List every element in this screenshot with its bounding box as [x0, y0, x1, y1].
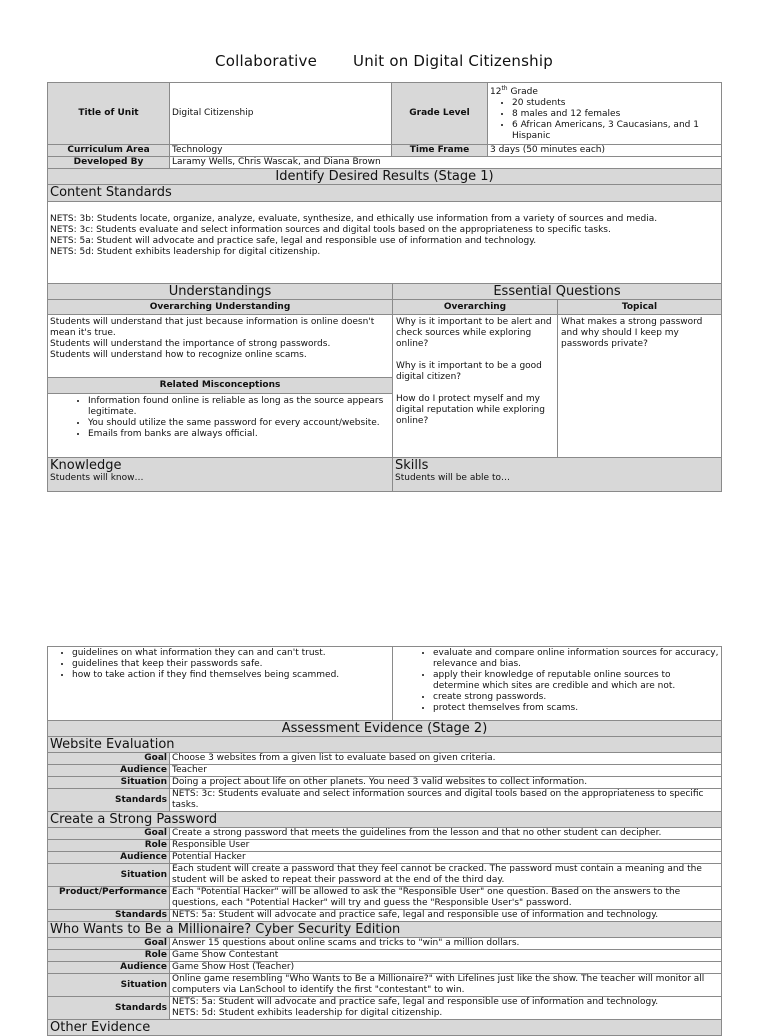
- skills-items: [393, 647, 722, 721]
- skill-item: • create strong passwords.: [433, 692, 719, 703]
- website-audience-label: Audience: [48, 765, 170, 777]
- understanding-item: Students will understand the importance of strong passwords.: [50, 339, 331, 349]
- password-product: Each "Potential Hacker" will be allowed to ask the "Responsible User" one question. Based on the answers to the questions, each "Potential Hacker" will try and guess the "Responsible User's" password.: [170, 887, 722, 910]
- millionaire-audience-label: Audience: [48, 962, 170, 974]
- stage1-header: Identify Desired Results (Stage 1): [48, 169, 722, 185]
- millionaire-standard-2: NETS: 5d: Student exhibits leadership for digital citizenship.: [172, 1008, 443, 1018]
- millionaire-title: Who Wants to Be a Millionaire? Cyber Security Edition: [48, 922, 722, 938]
- developed-by-label: Developed By: [48, 157, 170, 169]
- millionaire-situation: Online game resembling "Who Wants to Be a Millionaire?" with Lifelines just like the show. The teacher will monitor all computers via LanSchool to identify the first "contestant" to win.: [170, 974, 722, 997]
- knowledge-cell: [48, 458, 393, 492]
- skills-sub: Students will be able to…: [395, 473, 510, 483]
- standard-item: NETS: 3b: Students locate, organize, analyze, evaluate, synthesize, and ethically use information from a variety of sources and media.: [50, 214, 658, 224]
- misconceptions-list: [48, 394, 392, 457]
- standard-item: NETS: 3c: Students evaluate and select information sources and digital tools based on the appropriateness to specific tasks.: [50, 225, 611, 235]
- curriculum-area-value: Technology: [170, 145, 392, 157]
- stage2-header: Assessment Evidence (Stage 2): [48, 721, 722, 737]
- password-standards: NETS: 5a: Student will advocate and practice safe, legal and responsible use of information and technology.: [170, 910, 722, 922]
- password-goal: Create a strong password that meets the guidelines from the lesson and that no other student can decipher.: [170, 828, 722, 840]
- millionaire-standards-label: Standards: [48, 997, 170, 1020]
- millionaire-goal: Answer 15 questions about online scams and tricks to "win" a million dollars.: [170, 938, 722, 950]
- content-standards-list: [48, 202, 722, 286]
- skill-item: • apply their knowledge of reputable online sources to determine which sites are credible and which are not.: [433, 670, 719, 692]
- unit-plan-table: [47, 82, 722, 286]
- document-title: [0, 52, 768, 70]
- password-goal-label: Goal: [48, 828, 170, 840]
- knowledge-item: • guidelines on what information they can and can't trust.: [72, 648, 390, 659]
- password-situation-label: Situation: [48, 864, 170, 887]
- millionaire-role: Game Show Contestant: [170, 950, 722, 962]
- knowledge-skills-table: [47, 646, 722, 721]
- question-item: How do I protect myself and my digital reputation while exploring online?: [396, 394, 545, 426]
- website-situation: Doing a project about life on other planets. You need 3 valid websites to collect information.: [170, 777, 722, 789]
- other-evidence-title: Other Evidence: [48, 1020, 722, 1036]
- password-standards-label: Standards: [48, 910, 170, 922]
- skill-item: • protect themselves from scams.: [433, 703, 719, 714]
- misconception-item: • Information found online is reliable as long as the source appears legitimate.: [88, 396, 390, 418]
- password-audience-label: Audience: [48, 852, 170, 864]
- website-situation-label: Situation: [48, 777, 170, 789]
- website-goal-label: Goal: [48, 753, 170, 765]
- understandings-table: [47, 283, 722, 492]
- password-audience: Potential Hacker: [170, 852, 722, 864]
- title-part-1: Collaborative: [215, 52, 318, 70]
- millionaire-standards: [170, 997, 722, 1020]
- content-standards-label: Content Standards: [48, 185, 722, 202]
- question-item: Why is it important to be alert and check sources while exploring online?: [396, 317, 552, 349]
- grade-level-value: 12th Grade: [490, 85, 538, 97]
- password-role-label: Role: [48, 840, 170, 852]
- knowledge-item: • guidelines that keep their passwords safe.: [72, 659, 390, 670]
- millionaire-standard-1: NETS: 5a: Student will advocate and practice safe, legal and responsible use of information and technology.: [172, 997, 659, 1007]
- website-standards: NETS: 3c: Students evaluate and select information sources and digital tools based on the appropriateness to specific tasks.: [170, 789, 722, 812]
- millionaire-goal-label: Goal: [48, 938, 170, 950]
- topical-question: What makes a strong password and why should I keep my passwords private?: [558, 315, 722, 458]
- website-evaluation-title: Website Evaluation: [48, 737, 722, 753]
- grade-bullet: • 8 males and 12 females: [512, 109, 719, 120]
- millionaire-role-label: Role: [48, 950, 170, 962]
- grade-bullet: • 20 students: [512, 98, 719, 109]
- misconceptions-label: Related Misconceptions: [48, 378, 392, 394]
- skills-cell: [393, 458, 722, 492]
- curriculum-area-label: Curriculum Area: [48, 145, 170, 157]
- millionaire-situation-label: Situation: [48, 974, 170, 997]
- password-role: Responsible User: [170, 840, 722, 852]
- knowledge-items: [48, 647, 393, 721]
- understandings-list: [48, 315, 392, 378]
- standard-item: NETS: 5a: Student will advocate and practice safe, legal and responsible use of information and technology.: [50, 236, 537, 246]
- developed-by-value: Laramy Wells, Chris Wascak, and Diana Brown: [170, 157, 722, 169]
- title-of-unit-label: Title of Unit: [48, 83, 170, 145]
- knowledge-sub: Students will know…: [50, 473, 144, 483]
- misconception-item: • You should utilize the same password for every account/website.: [88, 418, 390, 429]
- time-frame-value: 3 days (50 minutes each): [488, 145, 722, 157]
- grade-level-label: Grade Level: [392, 83, 488, 145]
- overarching-understanding-label: Overarching Understanding: [48, 300, 393, 315]
- millionaire-audience: Game Show Host (Teacher): [170, 962, 722, 974]
- website-goal: Choose 3 websites from a given list to evaluate based on given criteria.: [170, 753, 722, 765]
- grade-level-cell: [488, 83, 722, 145]
- assessment-table: [47, 720, 722, 1036]
- overarching-questions: [393, 315, 558, 458]
- password-situation: Each student will create a password that they feel cannot be cracked. The password must contain a meaning and the student will be asked to repeat their password at the end of the third day.: [170, 864, 722, 887]
- standard-item: NETS: 5d: Student exhibits leadership for digital citizenship.: [50, 247, 321, 257]
- grade-bullet: • 6 African Americans, 3 Caucasians, and 1 Hispanic: [512, 120, 719, 142]
- title-part-2: Unit on Digital Citizenship: [353, 52, 553, 70]
- knowledge-item: • how to take action if they find themselves being scammed.: [72, 670, 390, 681]
- understandings-cell: [48, 315, 393, 458]
- skills-label: Skills: [395, 458, 429, 473]
- title-of-unit-value: Digital Citizenship: [170, 83, 392, 145]
- topical-label: Topical: [558, 300, 722, 315]
- essential-questions-label: Essential Questions: [393, 284, 722, 300]
- website-audience: Teacher: [170, 765, 722, 777]
- password-product-label: Product/Performance: [48, 887, 170, 910]
- overarching-label: Overarching: [393, 300, 558, 315]
- time-frame-label: Time Frame: [392, 145, 488, 157]
- misconception-item: • Emails from banks are always official.: [88, 429, 390, 440]
- understanding-item: Students will understand that just because information is online doesn't mean it's true.: [50, 317, 375, 338]
- skill-item: • evaluate and compare online information sources for accuracy, relevance and bias.: [433, 648, 719, 670]
- website-standards-label: Standards: [48, 789, 170, 812]
- question-item: Why is it important to be a good digital citizen?: [396, 361, 542, 382]
- understandings-label: Understandings: [48, 284, 393, 300]
- understanding-item: Students will understand how to recognize online scams.: [50, 350, 307, 360]
- knowledge-label: Knowledge: [50, 458, 122, 473]
- strong-password-title: Create a Strong Password: [48, 812, 722, 828]
